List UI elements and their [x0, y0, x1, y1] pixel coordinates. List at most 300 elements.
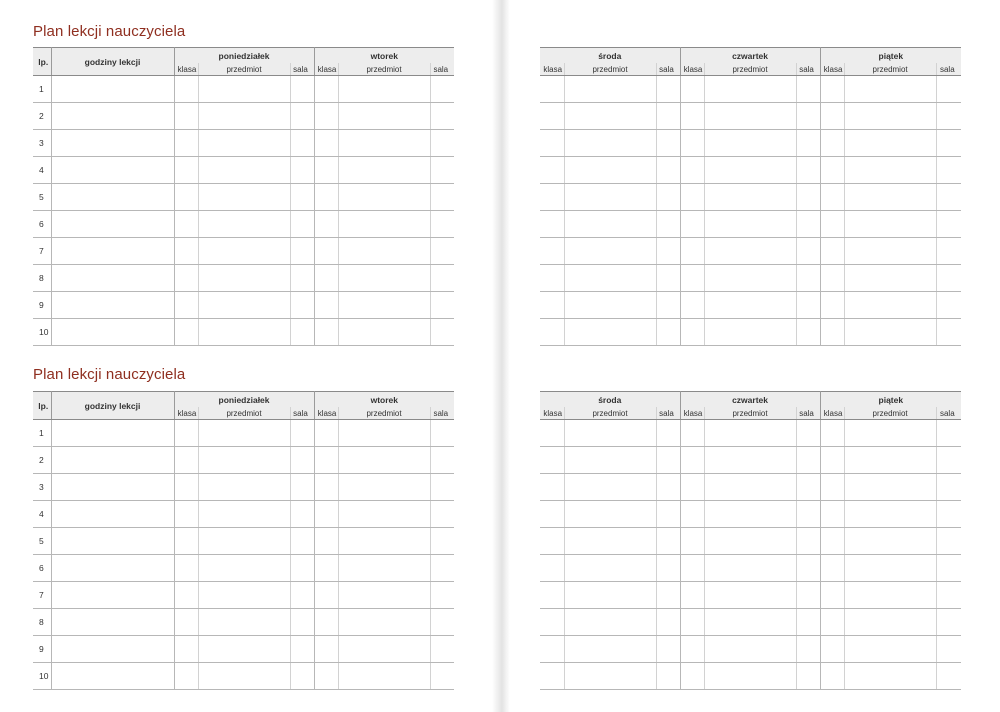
- sala-cell[interactable]: [656, 319, 680, 346]
- sala-cell[interactable]: [290, 76, 314, 103]
- sala-cell[interactable]: [290, 130, 314, 157]
- sala-cell[interactable]: [290, 636, 314, 663]
- sala-cell[interactable]: [430, 184, 454, 211]
- przedmiot-cell[interactable]: [564, 501, 656, 528]
- sala-cell[interactable]: [290, 319, 314, 346]
- sala-cell[interactable]: [796, 447, 820, 474]
- klasa-cell[interactable]: [540, 420, 564, 447]
- klasa-cell[interactable]: [820, 501, 844, 528]
- sala-cell[interactable]: [430, 474, 454, 501]
- klasa-cell[interactable]: [820, 157, 844, 184]
- przedmiot-cell[interactable]: [704, 528, 796, 555]
- klasa-cell[interactable]: [820, 292, 844, 319]
- przedmiot-cell[interactable]: [338, 157, 430, 184]
- sala-cell[interactable]: [796, 103, 820, 130]
- sala-cell[interactable]: [656, 555, 680, 582]
- sala-cell[interactable]: [796, 184, 820, 211]
- klasa-cell[interactable]: [540, 528, 564, 555]
- klasa-cell[interactable]: [820, 211, 844, 238]
- sala-cell[interactable]: [430, 609, 454, 636]
- przedmiot-cell[interactable]: [564, 184, 656, 211]
- przedmiot-cell[interactable]: [844, 447, 936, 474]
- przedmiot-cell[interactable]: [704, 238, 796, 265]
- sala-cell[interactable]: [656, 130, 680, 157]
- sala-cell[interactable]: [430, 238, 454, 265]
- sala-cell[interactable]: [290, 211, 314, 238]
- sala-cell[interactable]: [796, 265, 820, 292]
- sala-cell[interactable]: [430, 501, 454, 528]
- przedmiot-cell[interactable]: [198, 420, 290, 447]
- klasa-cell[interactable]: [820, 420, 844, 447]
- przedmiot-cell[interactable]: [338, 447, 430, 474]
- sala-cell[interactable]: [430, 103, 454, 130]
- sala-cell[interactable]: [936, 184, 961, 211]
- sala-cell[interactable]: [290, 265, 314, 292]
- przedmiot-cell[interactable]: [338, 582, 430, 609]
- klasa-cell[interactable]: [540, 447, 564, 474]
- przedmiot-cell[interactable]: [704, 609, 796, 636]
- przedmiot-cell[interactable]: [844, 474, 936, 501]
- klasa-cell[interactable]: [820, 447, 844, 474]
- sala-cell[interactable]: [430, 636, 454, 663]
- sala-cell[interactable]: [936, 319, 961, 346]
- sala-cell[interactable]: [290, 184, 314, 211]
- przedmiot-cell[interactable]: [338, 663, 430, 690]
- klasa-cell[interactable]: [680, 130, 704, 157]
- przedmiot-cell[interactable]: [564, 238, 656, 265]
- lesson-hours-cell[interactable]: [51, 582, 174, 609]
- sala-cell[interactable]: [656, 447, 680, 474]
- przedmiot-cell[interactable]: [198, 447, 290, 474]
- sala-cell[interactable]: [656, 501, 680, 528]
- sala-cell[interactable]: [656, 76, 680, 103]
- klasa-cell[interactable]: [540, 103, 564, 130]
- klasa-cell[interactable]: [174, 211, 198, 238]
- klasa-cell[interactable]: [680, 238, 704, 265]
- klasa-cell[interactable]: [680, 319, 704, 346]
- sala-cell[interactable]: [796, 663, 820, 690]
- klasa-cell[interactable]: [820, 555, 844, 582]
- klasa-cell[interactable]: [174, 130, 198, 157]
- przedmiot-cell[interactable]: [564, 265, 656, 292]
- klasa-cell[interactable]: [540, 501, 564, 528]
- klasa-cell[interactable]: [314, 184, 338, 211]
- klasa-cell[interactable]: [820, 103, 844, 130]
- sala-cell[interactable]: [936, 528, 961, 555]
- przedmiot-cell[interactable]: [844, 265, 936, 292]
- przedmiot-cell[interactable]: [844, 555, 936, 582]
- sala-cell[interactable]: [656, 103, 680, 130]
- klasa-cell[interactable]: [680, 184, 704, 211]
- klasa-cell[interactable]: [540, 582, 564, 609]
- przedmiot-cell[interactable]: [198, 130, 290, 157]
- sala-cell[interactable]: [936, 76, 961, 103]
- przedmiot-cell[interactable]: [844, 238, 936, 265]
- klasa-cell[interactable]: [174, 636, 198, 663]
- przedmiot-cell[interactable]: [844, 609, 936, 636]
- sala-cell[interactable]: [796, 501, 820, 528]
- lesson-hours-cell[interactable]: [51, 319, 174, 346]
- sala-cell[interactable]: [796, 582, 820, 609]
- lesson-hours-cell[interactable]: [51, 420, 174, 447]
- klasa-cell[interactable]: [314, 76, 338, 103]
- sala-cell[interactable]: [290, 238, 314, 265]
- przedmiot-cell[interactable]: [564, 609, 656, 636]
- przedmiot-cell[interactable]: [338, 103, 430, 130]
- sala-cell[interactable]: [290, 474, 314, 501]
- klasa-cell[interactable]: [680, 103, 704, 130]
- klasa-cell[interactable]: [174, 663, 198, 690]
- przedmiot-cell[interactable]: [564, 420, 656, 447]
- klasa-cell[interactable]: [540, 76, 564, 103]
- przedmiot-cell[interactable]: [844, 663, 936, 690]
- klasa-cell[interactable]: [820, 265, 844, 292]
- przedmiot-cell[interactable]: [564, 103, 656, 130]
- sala-cell[interactable]: [656, 420, 680, 447]
- klasa-cell[interactable]: [680, 663, 704, 690]
- sala-cell[interactable]: [796, 238, 820, 265]
- klasa-cell[interactable]: [680, 292, 704, 319]
- lesson-hours-cell[interactable]: [51, 447, 174, 474]
- przedmiot-cell[interactable]: [338, 420, 430, 447]
- przedmiot-cell[interactable]: [844, 211, 936, 238]
- klasa-cell[interactable]: [314, 582, 338, 609]
- przedmiot-cell[interactable]: [198, 265, 290, 292]
- klasa-cell[interactable]: [540, 211, 564, 238]
- klasa-cell[interactable]: [680, 582, 704, 609]
- przedmiot-cell[interactable]: [704, 184, 796, 211]
- klasa-cell[interactable]: [820, 319, 844, 346]
- przedmiot-cell[interactable]: [198, 555, 290, 582]
- przedmiot-cell[interactable]: [338, 130, 430, 157]
- klasa-cell[interactable]: [680, 265, 704, 292]
- sala-cell[interactable]: [796, 474, 820, 501]
- przedmiot-cell[interactable]: [564, 636, 656, 663]
- sala-cell[interactable]: [430, 211, 454, 238]
- sala-cell[interactable]: [796, 211, 820, 238]
- sala-cell[interactable]: [290, 292, 314, 319]
- sala-cell[interactable]: [936, 609, 961, 636]
- sala-cell[interactable]: [430, 292, 454, 319]
- sala-cell[interactable]: [430, 420, 454, 447]
- przedmiot-cell[interactable]: [564, 663, 656, 690]
- klasa-cell[interactable]: [540, 130, 564, 157]
- klasa-cell[interactable]: [314, 501, 338, 528]
- klasa-cell[interactable]: [680, 157, 704, 184]
- klasa-cell[interactable]: [680, 636, 704, 663]
- sala-cell[interactable]: [430, 528, 454, 555]
- przedmiot-cell[interactable]: [198, 157, 290, 184]
- sala-cell[interactable]: [656, 609, 680, 636]
- klasa-cell[interactable]: [314, 319, 338, 346]
- klasa-cell[interactable]: [820, 238, 844, 265]
- klasa-cell[interactable]: [540, 474, 564, 501]
- klasa-cell[interactable]: [820, 582, 844, 609]
- klasa-cell[interactable]: [680, 501, 704, 528]
- klasa-cell[interactable]: [820, 663, 844, 690]
- klasa-cell[interactable]: [680, 420, 704, 447]
- przedmiot-cell[interactable]: [704, 265, 796, 292]
- lesson-hours-cell[interactable]: [51, 555, 174, 582]
- klasa-cell[interactable]: [820, 609, 844, 636]
- sala-cell[interactable]: [290, 157, 314, 184]
- sala-cell[interactable]: [796, 76, 820, 103]
- sala-cell[interactable]: [936, 555, 961, 582]
- przedmiot-cell[interactable]: [198, 663, 290, 690]
- sala-cell[interactable]: [656, 238, 680, 265]
- klasa-cell[interactable]: [820, 636, 844, 663]
- klasa-cell[interactable]: [174, 103, 198, 130]
- przedmiot-cell[interactable]: [704, 130, 796, 157]
- przedmiot-cell[interactable]: [704, 420, 796, 447]
- klasa-cell[interactable]: [540, 265, 564, 292]
- przedmiot-cell[interactable]: [198, 474, 290, 501]
- lesson-hours-cell[interactable]: [51, 211, 174, 238]
- sala-cell[interactable]: [936, 501, 961, 528]
- klasa-cell[interactable]: [174, 474, 198, 501]
- sala-cell[interactable]: [936, 211, 961, 238]
- sala-cell[interactable]: [936, 265, 961, 292]
- przedmiot-cell[interactable]: [564, 130, 656, 157]
- przedmiot-cell[interactable]: [704, 103, 796, 130]
- sala-cell[interactable]: [796, 609, 820, 636]
- klasa-cell[interactable]: [680, 211, 704, 238]
- klasa-cell[interactable]: [540, 319, 564, 346]
- przedmiot-cell[interactable]: [844, 184, 936, 211]
- klasa-cell[interactable]: [820, 528, 844, 555]
- sala-cell[interactable]: [936, 663, 961, 690]
- przedmiot-cell[interactable]: [198, 292, 290, 319]
- sala-cell[interactable]: [936, 157, 961, 184]
- przedmiot-cell[interactable]: [198, 76, 290, 103]
- przedmiot-cell[interactable]: [704, 501, 796, 528]
- klasa-cell[interactable]: [540, 555, 564, 582]
- sala-cell[interactable]: [430, 582, 454, 609]
- sala-cell[interactable]: [656, 265, 680, 292]
- sala-cell[interactable]: [656, 157, 680, 184]
- klasa-cell[interactable]: [540, 663, 564, 690]
- przedmiot-cell[interactable]: [198, 582, 290, 609]
- przedmiot-cell[interactable]: [704, 582, 796, 609]
- sala-cell[interactable]: [430, 319, 454, 346]
- przedmiot-cell[interactable]: [564, 474, 656, 501]
- przedmiot-cell[interactable]: [338, 501, 430, 528]
- lesson-hours-cell[interactable]: [51, 663, 174, 690]
- klasa-cell[interactable]: [680, 528, 704, 555]
- przedmiot-cell[interactable]: [198, 103, 290, 130]
- przedmiot-cell[interactable]: [844, 76, 936, 103]
- przedmiot-cell[interactable]: [844, 103, 936, 130]
- klasa-cell[interactable]: [314, 636, 338, 663]
- przedmiot-cell[interactable]: [198, 636, 290, 663]
- sala-cell[interactable]: [290, 528, 314, 555]
- sala-cell[interactable]: [430, 663, 454, 690]
- przedmiot-cell[interactable]: [198, 211, 290, 238]
- sala-cell[interactable]: [936, 582, 961, 609]
- klasa-cell[interactable]: [820, 130, 844, 157]
- klasa-cell[interactable]: [174, 609, 198, 636]
- klasa-cell[interactable]: [174, 238, 198, 265]
- klasa-cell[interactable]: [540, 184, 564, 211]
- lesson-hours-cell[interactable]: [51, 636, 174, 663]
- przedmiot-cell[interactable]: [564, 319, 656, 346]
- sala-cell[interactable]: [936, 636, 961, 663]
- sala-cell[interactable]: [936, 420, 961, 447]
- klasa-cell[interactable]: [174, 555, 198, 582]
- sala-cell[interactable]: [656, 663, 680, 690]
- sala-cell[interactable]: [290, 420, 314, 447]
- przedmiot-cell[interactable]: [844, 319, 936, 346]
- sala-cell[interactable]: [796, 555, 820, 582]
- sala-cell[interactable]: [290, 582, 314, 609]
- klasa-cell[interactable]: [174, 157, 198, 184]
- sala-cell[interactable]: [796, 420, 820, 447]
- klasa-cell[interactable]: [174, 76, 198, 103]
- sala-cell[interactable]: [656, 636, 680, 663]
- przedmiot-cell[interactable]: [338, 184, 430, 211]
- lesson-hours-cell[interactable]: [51, 609, 174, 636]
- przedmiot-cell[interactable]: [844, 636, 936, 663]
- sala-cell[interactable]: [290, 501, 314, 528]
- przedmiot-cell[interactable]: [844, 130, 936, 157]
- sala-cell[interactable]: [430, 157, 454, 184]
- klasa-cell[interactable]: [820, 76, 844, 103]
- sala-cell[interactable]: [290, 447, 314, 474]
- sala-cell[interactable]: [936, 292, 961, 319]
- sala-cell[interactable]: [936, 474, 961, 501]
- przedmiot-cell[interactable]: [704, 157, 796, 184]
- przedmiot-cell[interactable]: [704, 447, 796, 474]
- klasa-cell[interactable]: [314, 238, 338, 265]
- przedmiot-cell[interactable]: [704, 636, 796, 663]
- sala-cell[interactable]: [936, 238, 961, 265]
- przedmiot-cell[interactable]: [198, 238, 290, 265]
- klasa-cell[interactable]: [314, 528, 338, 555]
- przedmiot-cell[interactable]: [564, 582, 656, 609]
- przedmiot-cell[interactable]: [564, 76, 656, 103]
- klasa-cell[interactable]: [174, 447, 198, 474]
- przedmiot-cell[interactable]: [338, 76, 430, 103]
- przedmiot-cell[interactable]: [564, 157, 656, 184]
- klasa-cell[interactable]: [314, 103, 338, 130]
- przedmiot-cell[interactable]: [338, 474, 430, 501]
- przedmiot-cell[interactable]: [338, 292, 430, 319]
- sala-cell[interactable]: [656, 528, 680, 555]
- lesson-hours-cell[interactable]: [51, 157, 174, 184]
- przedmiot-cell[interactable]: [338, 238, 430, 265]
- przedmiot-cell[interactable]: [338, 555, 430, 582]
- klasa-cell[interactable]: [540, 157, 564, 184]
- lesson-hours-cell[interactable]: [51, 265, 174, 292]
- sala-cell[interactable]: [656, 582, 680, 609]
- przedmiot-cell[interactable]: [564, 528, 656, 555]
- klasa-cell[interactable]: [314, 292, 338, 319]
- klasa-cell[interactable]: [174, 292, 198, 319]
- sala-cell[interactable]: [936, 103, 961, 130]
- klasa-cell[interactable]: [314, 447, 338, 474]
- przedmiot-cell[interactable]: [704, 319, 796, 346]
- klasa-cell[interactable]: [174, 582, 198, 609]
- klasa-cell[interactable]: [314, 609, 338, 636]
- sala-cell[interactable]: [290, 103, 314, 130]
- przedmiot-cell[interactable]: [338, 528, 430, 555]
- lesson-hours-cell[interactable]: [51, 292, 174, 319]
- lesson-hours-cell[interactable]: [51, 501, 174, 528]
- klasa-cell[interactable]: [314, 474, 338, 501]
- przedmiot-cell[interactable]: [338, 265, 430, 292]
- lesson-hours-cell[interactable]: [51, 474, 174, 501]
- przedmiot-cell[interactable]: [198, 184, 290, 211]
- przedmiot-cell[interactable]: [564, 211, 656, 238]
- sala-cell[interactable]: [430, 76, 454, 103]
- sala-cell[interactable]: [290, 609, 314, 636]
- przedmiot-cell[interactable]: [564, 292, 656, 319]
- przedmiot-cell[interactable]: [844, 292, 936, 319]
- przedmiot-cell[interactable]: [564, 447, 656, 474]
- klasa-cell[interactable]: [680, 447, 704, 474]
- klasa-cell[interactable]: [314, 555, 338, 582]
- klasa-cell[interactable]: [174, 319, 198, 346]
- przedmiot-cell[interactable]: [338, 636, 430, 663]
- przedmiot-cell[interactable]: [704, 663, 796, 690]
- klasa-cell[interactable]: [174, 501, 198, 528]
- sala-cell[interactable]: [656, 474, 680, 501]
- sala-cell[interactable]: [430, 555, 454, 582]
- przedmiot-cell[interactable]: [844, 528, 936, 555]
- lesson-hours-cell[interactable]: [51, 103, 174, 130]
- sala-cell[interactable]: [796, 157, 820, 184]
- lesson-hours-cell[interactable]: [51, 184, 174, 211]
- przedmiot-cell[interactable]: [198, 501, 290, 528]
- przedmiot-cell[interactable]: [704, 555, 796, 582]
- klasa-cell[interactable]: [174, 184, 198, 211]
- przedmiot-cell[interactable]: [198, 319, 290, 346]
- przedmiot-cell[interactable]: [198, 609, 290, 636]
- sala-cell[interactable]: [656, 211, 680, 238]
- lesson-hours-cell[interactable]: [51, 238, 174, 265]
- klasa-cell[interactable]: [314, 663, 338, 690]
- sala-cell[interactable]: [656, 184, 680, 211]
- klasa-cell[interactable]: [174, 265, 198, 292]
- przedmiot-cell[interactable]: [844, 582, 936, 609]
- lesson-hours-cell[interactable]: [51, 76, 174, 103]
- sala-cell[interactable]: [796, 636, 820, 663]
- sala-cell[interactable]: [796, 319, 820, 346]
- klasa-cell[interactable]: [680, 474, 704, 501]
- przedmiot-cell[interactable]: [704, 292, 796, 319]
- przedmiot-cell[interactable]: [704, 211, 796, 238]
- przedmiot-cell[interactable]: [338, 609, 430, 636]
- klasa-cell[interactable]: [680, 555, 704, 582]
- przedmiot-cell[interactable]: [704, 76, 796, 103]
- przedmiot-cell[interactable]: [844, 501, 936, 528]
- klasa-cell[interactable]: [820, 184, 844, 211]
- przedmiot-cell[interactable]: [338, 319, 430, 346]
- lesson-hours-cell[interactable]: [51, 528, 174, 555]
- przedmiot-cell[interactable]: [844, 157, 936, 184]
- przedmiot-cell[interactable]: [564, 555, 656, 582]
- przedmiot-cell[interactable]: [198, 528, 290, 555]
- klasa-cell[interactable]: [314, 211, 338, 238]
- klasa-cell[interactable]: [314, 130, 338, 157]
- klasa-cell[interactable]: [174, 420, 198, 447]
- sala-cell[interactable]: [430, 130, 454, 157]
- klasa-cell[interactable]: [680, 609, 704, 636]
- sala-cell[interactable]: [796, 130, 820, 157]
- klasa-cell[interactable]: [314, 265, 338, 292]
- sala-cell[interactable]: [290, 663, 314, 690]
- sala-cell[interactable]: [430, 265, 454, 292]
